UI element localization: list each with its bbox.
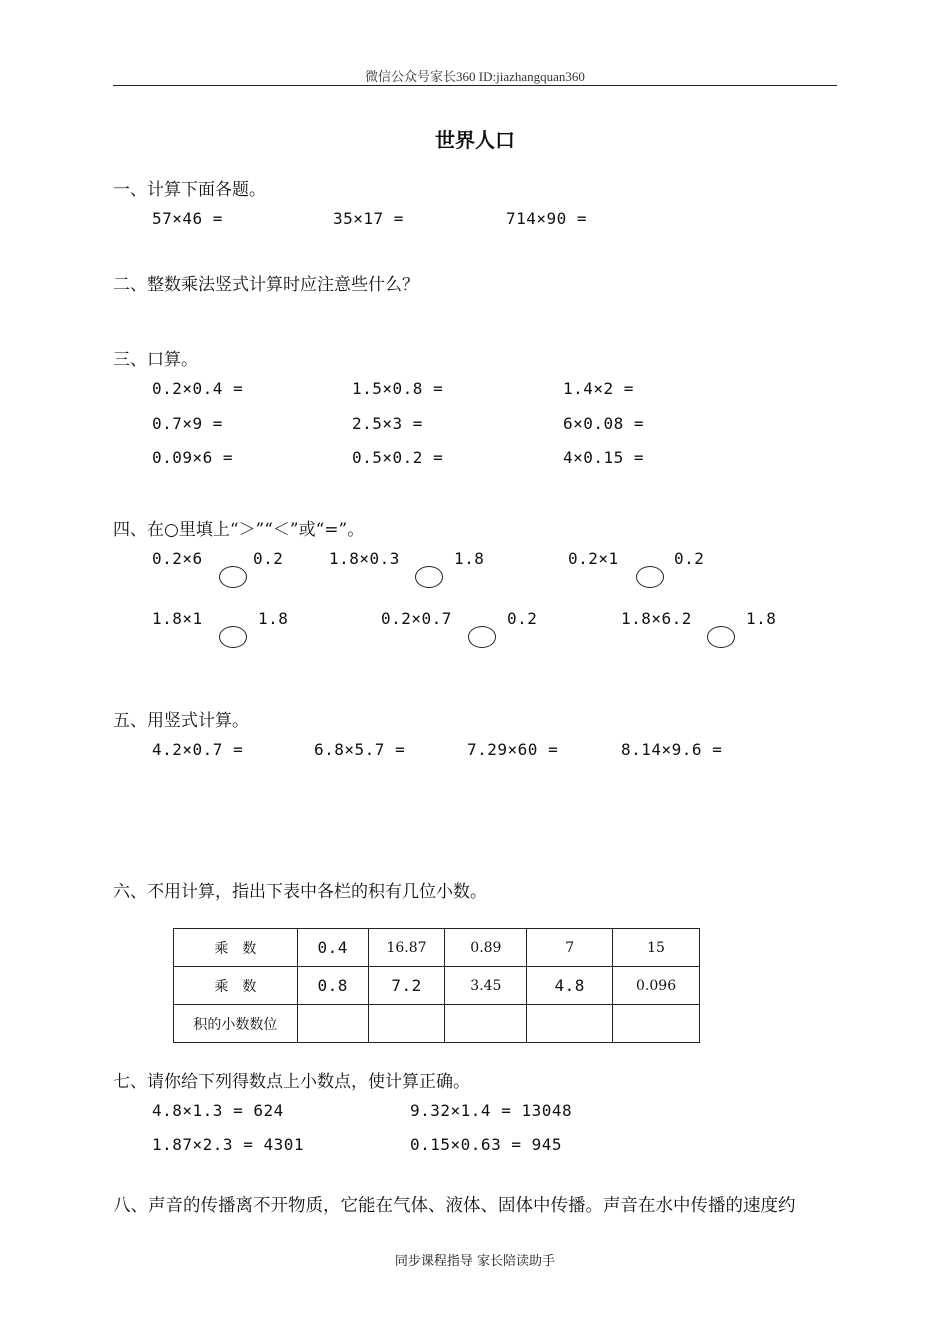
s3-item: 4×0.15 = [563, 448, 645, 467]
s5-problem: 4.2×0.7 = [152, 740, 244, 759]
page-header: 微信公众号家长360 ID:jiazhangquan360 [365, 69, 585, 84]
table-cell: 0.89 [445, 929, 527, 967]
section-5-heading: 五、用竖式计算。 [113, 711, 249, 731]
s4-left-expr: 0.2×1 [568, 549, 619, 568]
s3-item: 2.5×3 = [352, 414, 423, 433]
table-cell: 0.4 [297, 929, 368, 967]
section-6-heading: 六、不用计算，指出下表中各栏的积有几位小数。 [113, 882, 487, 902]
decimal-places-table [173, 928, 700, 1043]
s4-left-expr: 1.8×6.2 [621, 609, 692, 628]
table-cell: 0.096 [613, 967, 700, 1005]
answer-cell[interactable] [445, 1005, 527, 1043]
s5-problem: 8.14×9.6 = [621, 740, 723, 759]
header-rule [113, 85, 837, 86]
table-cell: 0.8 [297, 967, 368, 1005]
page-title: 世界人口 [435, 128, 515, 152]
s3-item: 1.5×0.8 = [352, 379, 444, 398]
answer-cell[interactable] [368, 1005, 445, 1043]
answer-cell[interactable] [613, 1005, 700, 1043]
table-row [174, 967, 700, 1005]
table-cell: 7.2 [368, 967, 445, 1005]
s5-problem: 7.29×60 = [467, 740, 559, 759]
table-cell: 16.87 [368, 929, 445, 967]
table-row [174, 1005, 700, 1043]
table-cell: 3.45 [445, 967, 527, 1005]
s7-item: 0.15×0.63 = 945 [410, 1135, 562, 1154]
s3-item: 1.4×2 = [563, 379, 634, 398]
section-4-heading: 四、在○里填上“＞”“＜”或“=”。 [113, 520, 365, 540]
compare-circle[interactable] [219, 566, 247, 588]
section-1-heading: 一、计算下面各题。 [113, 180, 266, 200]
section-2-heading: 二、整数乘法竖式计算时应注意些什么？ [113, 275, 419, 295]
s1-problem-2: 35×17 = [333, 209, 404, 228]
table-cell: 4.8 [527, 967, 613, 1005]
s3-item: 0.09×6 = [152, 448, 234, 467]
s4-left-expr: 1.8×0.3 [329, 549, 400, 568]
s5-problem: 6.8×5.7 = [314, 740, 406, 759]
s7-item: 4.8×1.3 = 624 [152, 1101, 284, 1120]
page-footer: 同步课程指导 家长陪读助手 [394, 1254, 556, 1269]
compare-circle[interactable] [415, 566, 443, 588]
s7-item: 9.32×1.4 = 13048 [410, 1101, 573, 1120]
s4-right-value: 0.2 [674, 549, 705, 568]
s4-left-expr: 0.2×0.7 [381, 609, 452, 628]
table-row [174, 929, 700, 967]
compare-circle[interactable] [219, 626, 247, 648]
table-cell: 15 [613, 929, 700, 967]
s4-right-value: 0.2 [253, 549, 284, 568]
compare-circle[interactable] [636, 566, 664, 588]
s4-right-value: 1.8 [746, 609, 777, 628]
row-label: 乘 数 [174, 967, 298, 1005]
section-8-text: 八、声音的传播离不开物质，它能在气体、液体、固体中传播。声音在水中传播的速度约 [113, 1196, 796, 1216]
row-label: 乘 数 [174, 929, 298, 967]
s3-item: 0.7×9 = [152, 414, 223, 433]
s4-right-value: 1.8 [454, 549, 485, 568]
table-cell: 7 [527, 929, 613, 967]
s1-problem-1: 57×46 = [152, 209, 223, 228]
answer-cell[interactable] [297, 1005, 368, 1043]
row-label: 积的小数数位 [174, 1005, 298, 1043]
s4-left-expr: 0.2×6 [152, 549, 203, 568]
s3-item: 0.5×0.2 = [352, 448, 444, 467]
s3-item: 0.2×0.4 = [152, 379, 244, 398]
answer-cell[interactable] [527, 1005, 613, 1043]
s1-problem-3: 714×90 = [506, 209, 588, 228]
section-3-heading: 三、口算。 [113, 350, 198, 370]
compare-circle[interactable] [468, 626, 496, 648]
s4-left-expr: 1.8×1 [152, 609, 203, 628]
section-7-heading: 七、请你给下列得数点上小数点，使计算正确。 [113, 1072, 470, 1092]
s4-right-value: 0.2 [507, 609, 538, 628]
s3-item: 6×0.08 = [563, 414, 645, 433]
compare-circle[interactable] [707, 626, 735, 648]
s4-right-value: 1.8 [258, 609, 289, 628]
s7-item: 1.87×2.3 = 4301 [152, 1135, 304, 1154]
